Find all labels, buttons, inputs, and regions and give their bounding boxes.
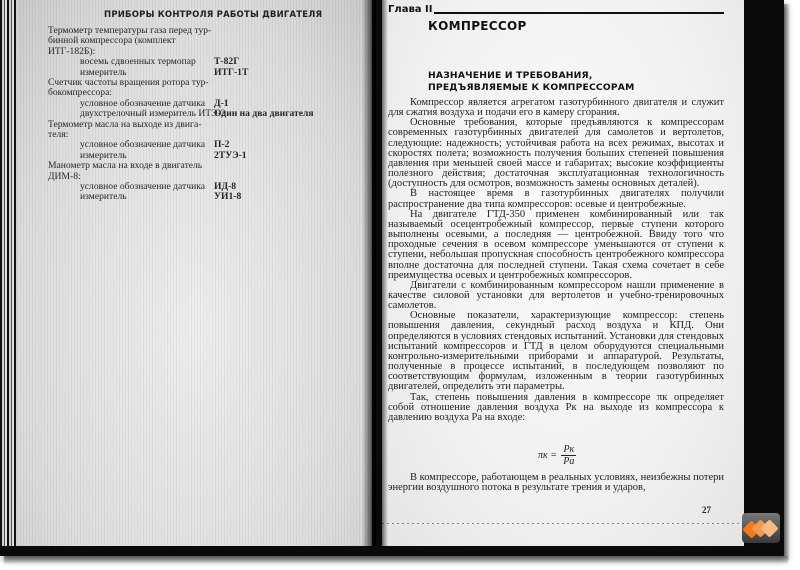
instrument-entry-label: измеритель <box>80 191 127 203</box>
instrument-entry-label: измеритель <box>80 149 127 161</box>
left-page <box>14 0 372 546</box>
instrument-entry-label: восемь сдвоенных термопар <box>80 56 196 68</box>
paragraph: Компрессор является агрегатом газотурбинного двигателя и служит для сжатия воздуха и подачи его в камеру сгорания. <box>388 97 724 119</box>
frame-shadow-bottom <box>4 556 788 564</box>
section-heading-line-2: ПРЕДЪЯВЛЯЕМЫЕ К КОМПРЕССОРАМ <box>428 82 635 93</box>
instrument-entry-label: Манометр масла на входе в двигатель <box>48 160 203 172</box>
paragraph: Основные показатели, характеризующие компрессор: степень повышения давления, секундный расход воздуха и КПД. Они определяются в условиях стендовых испытаний. Установки для стендовых испытаний компрессоров и ГТД в целом оборудуются специальными контрольно-измерительными приборами и аппаратурой. Результаты, полученные в процессе испытаний, в последующем позволяют по соответствующим формулам, изложенным в теории газотурбинных двигателей, определить эти параметры. <box>388 310 724 393</box>
instrument-entry-label: ИТГ-182Б): <box>48 45 96 57</box>
paragraph: В компрессоре, работающем в реальных условиях, неизбежны потери энергии воздушного потока в результате трения и ударов, <box>388 472 724 494</box>
instrument-entry-value: УИ1-8 <box>214 191 242 203</box>
body-text-continued <box>388 473 724 493</box>
instrument-entry-value: Д-1 <box>214 97 229 109</box>
instrument-entry-label: измеритель <box>80 66 127 78</box>
instrument-entry-label: бокомпрессора: <box>48 87 112 99</box>
instrument-entry-value: Один на два двигателя <box>214 108 314 120</box>
formula-lhs: πк = <box>538 449 557 461</box>
instrument-entry-label: Термометр температуры газа перед тур- <box>48 25 212 36</box>
instrument-entry-label: теля: <box>48 129 69 140</box>
section-heading-line-1: НАЗНАЧЕНИЕ И ТРЕБОВАНИЯ, <box>428 70 593 81</box>
left-page-title: ПРИБОРЫ КОНТРОЛЯ РАБОТЫ ДВИГАТЕЛЯ <box>104 10 323 20</box>
instrument-entry-label: ДИМ-8: <box>48 170 81 182</box>
instrument-entry-value: 2ТУЭ-1 <box>214 149 247 161</box>
chapter-rule <box>434 12 724 14</box>
instrument-entry-value: Т-82Г <box>214 56 240 68</box>
viewer-logo-icon[interactable] <box>742 513 780 543</box>
paragraph: Двигатели с комбинированным компрессором нашли применение в качестве силовой установки для вертолетов и учебно-тренировочных самолетов. <box>388 279 724 312</box>
paragraph: Основные требования, которые предъявляются к компрессорам современных газотурбинных двигателей для самолетов и вертолетов, следующие: надежность; устойчивая работа на всех режимах, высотах и скоростях полета; возможность получения больших степеней повышения давления при меньшей своей массе и габаритах; высокие коэффициенты полезного действия; достаточная эксплуатационная технологичность (доступность для осмотров, возможность замены основных деталей). <box>388 117 724 190</box>
frame-shadow-right <box>784 4 790 560</box>
paragraph: Так, степень повышения давления в компрессоре πк определяет собой отношение давления воздуха Pк на выходе из компрессора к давлению воздуха Pа на входе: <box>388 391 724 423</box>
instrument-entry-label: двухстрелочный измеритель ИТЭ-2 <box>80 108 226 120</box>
instrument-entry-label: Термометр масла на выходе из двига- <box>48 118 202 130</box>
instrument-entry-label: условное обозначение датчика <box>80 139 205 151</box>
instrument-entry-label: условное обозначение датчика <box>80 97 205 109</box>
chapter-title: КОМПРЕССОР <box>428 19 527 33</box>
instrument-entry-label: условное обозначение датчика <box>80 181 205 192</box>
pressure-ratio-formula <box>538 444 576 467</box>
right-page <box>382 0 744 546</box>
formula-fraction <box>561 444 576 467</box>
instrument-entry-label: бинной компрессора (комплект <box>48 35 176 47</box>
instrument-entry-value: ИД-8 <box>214 181 237 192</box>
page-number: 27 <box>702 505 711 515</box>
chapter-label: Глава II <box>388 4 433 15</box>
paragraph: На двигателе ГТД-350 применен комбинированный или так называемый осецентробежный компрессор, первые ступени которого выполнены осевыми, а последняя — центробежной. Ввиду того что проходные сечения в осевом компрессоре уменьшаются от ступени к ступени, небольшая пропускная способность центробежного компрессора вполне достаточна для последней ступени. Такая схема сочетает в себе преимущества осевых и центробежных компрессоров. <box>388 208 724 281</box>
bleed-through-text <box>54 300 56 309</box>
body-text <box>388 98 724 423</box>
formula-numerator: Pк <box>563 444 575 455</box>
instrument-entry-value: ИТГ-1Т <box>214 66 249 78</box>
scan-artifact-line <box>382 523 744 524</box>
instrument-entry-value: П-2 <box>214 139 230 151</box>
paragraph: В настоящее время в газотурбинных двигателях получили распространение два типа компрессоров: осевые и центробежные. <box>388 188 724 210</box>
formula-denominator: Pа <box>563 456 575 467</box>
instrument-entry-label: Счетчик частоты вращения ротора тур- <box>48 77 209 88</box>
